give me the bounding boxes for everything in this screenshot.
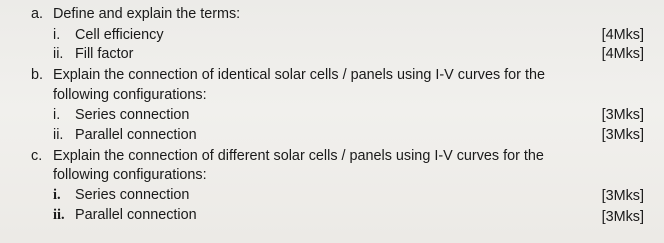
question-c-item-i-numeral: i.	[53, 187, 61, 203]
question-a-item-i-numeral: i.	[53, 27, 61, 43]
question-b-item-i-marks: [3Mks]	[601, 107, 644, 123]
question-a-item-i-marks: [4Mks]	[601, 27, 644, 43]
question-c-item-i-text: Series connection	[75, 187, 190, 203]
question-c-text-line1: Explain the connection of different solar cells / panels using I-V curves for the	[53, 148, 544, 164]
question-c-item-ii-text: Parallel connection	[75, 207, 197, 223]
question-b-item-ii-numeral: ii.	[53, 127, 64, 143]
question-a-item-i-text: Cell efficiency	[75, 27, 164, 43]
question-b-item-ii-text: Parallel connection	[75, 127, 197, 143]
question-a-item-ii-text: Fill factor	[75, 46, 134, 62]
question-a-item-ii-numeral: ii.	[53, 46, 64, 62]
question-b-item-ii-marks: [3Mks]	[601, 127, 644, 143]
question-c-item-ii-marks: [3Mks]	[601, 209, 644, 225]
question-c-letter: c.	[31, 148, 43, 164]
question-a-item-ii-marks: [4Mks]	[601, 46, 644, 62]
question-b-text-line1: Explain the connection of identical solar cells / panels using I-V curves for the	[53, 67, 545, 83]
question-b-item-i-numeral: i.	[53, 107, 61, 123]
question-a-text: Define and explain the terms:	[53, 6, 241, 22]
question-c-text-line2: following configurations:	[53, 167, 207, 183]
question-c-item-ii-numeral: ii.	[53, 207, 65, 223]
question-a-letter: a.	[31, 6, 44, 22]
question-b-letter: b.	[31, 67, 44, 83]
question-b-text-line2: following configurations:	[53, 87, 207, 103]
question-b-item-i-text: Series connection	[75, 107, 190, 123]
question-c-item-i-marks: [3Mks]	[601, 188, 644, 204]
